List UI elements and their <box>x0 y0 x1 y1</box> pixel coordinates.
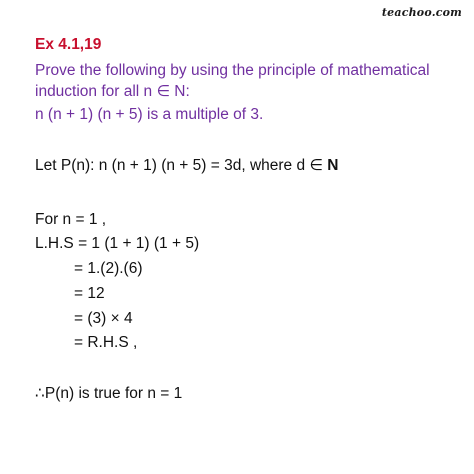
for-n-equals-1: For n = 1 , <box>35 211 107 228</box>
step-1: = 1.(2).(6) <box>74 260 143 277</box>
let-statement-text: Let P(n): n (n + 1) (n + 5) = 3d, where d ∈ <box>35 157 328 174</box>
step-3: = (3) × 4 <box>74 310 133 327</box>
question-line-1: Prove the following by using the principle of mathematical <box>35 62 430 79</box>
natural-numbers-symbol: N <box>327 157 339 174</box>
step-2: = 12 <box>74 285 105 302</box>
exercise-title: Ex 4.1,19 <box>35 36 102 53</box>
lhs-expression: L.H.S = 1 (1 + 1) (1 + 5) <box>35 235 200 252</box>
teachoo-watermark: teachoo.com <box>381 6 462 19</box>
conclusion: ∴P(n) is true for n = 1 <box>35 385 183 402</box>
question-line-2: induction for all n ∈ N: <box>35 83 190 100</box>
let-statement <box>35 156 338 175</box>
question-text <box>35 60 455 102</box>
step-4: = R.H.S , <box>74 334 138 351</box>
question-line-3: n (n + 1) (n + 5) is a multiple of 3. <box>35 106 264 123</box>
